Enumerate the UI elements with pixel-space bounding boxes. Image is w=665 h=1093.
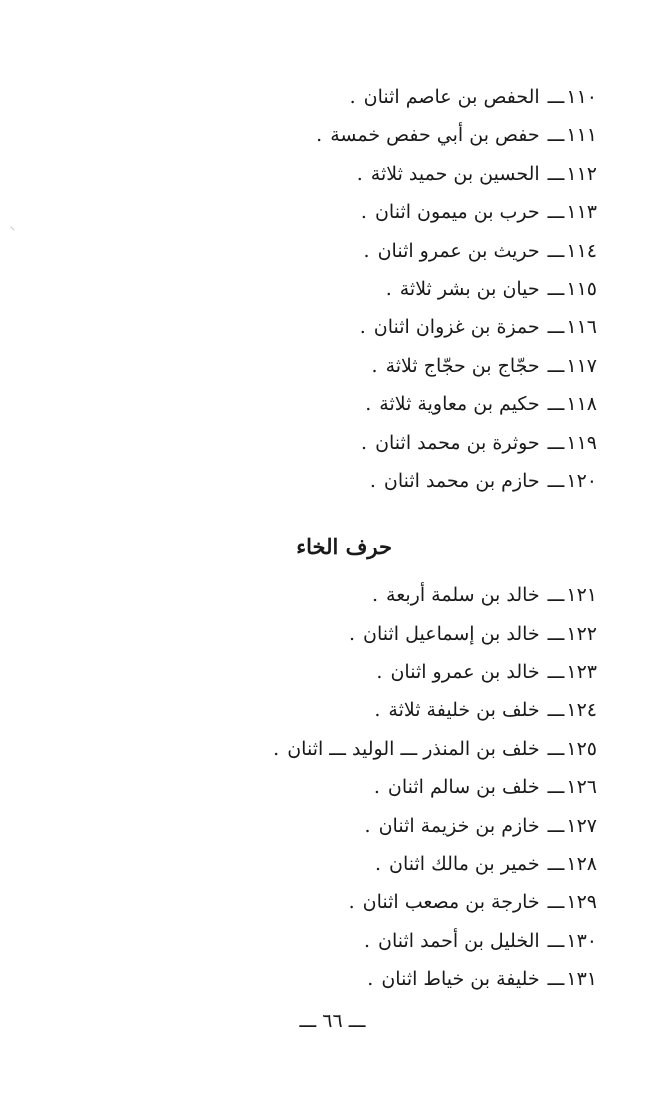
entry-dash: ـــ xyxy=(547,891,565,914)
entry-row xyxy=(177,691,597,729)
entry-row xyxy=(177,424,597,462)
entry-dash: ـــ xyxy=(547,814,565,837)
entry-number: ١١٠ xyxy=(566,86,597,108)
entry-number: ١٣١ xyxy=(566,968,597,991)
entry-row xyxy=(177,768,597,806)
entry-period: . xyxy=(365,393,372,416)
entry-dash: ـــ xyxy=(547,469,565,492)
entry-number: ١٢١ xyxy=(566,584,597,607)
entry-row xyxy=(177,960,597,998)
entry-text: خلف بن خليفة ثلاثة xyxy=(388,699,540,722)
entry-number: ١١٨ xyxy=(566,393,597,416)
entry-text: حجّاج بن حجّاج ثلاثة xyxy=(385,354,540,377)
entry-text: حفص بن أبي حفص خمسة xyxy=(330,124,540,147)
entry-period: . xyxy=(359,316,366,339)
entry-dash: ـــ xyxy=(547,929,565,952)
entry-dash: ـــ xyxy=(547,699,565,722)
entry-number: ١١٧ xyxy=(566,354,597,377)
entry-text: حازم بن محمد اثنان xyxy=(383,469,540,492)
entry-text: خلف بن المنذر ـــ الوليد ـــ اثنان xyxy=(287,737,540,760)
entry-period: . xyxy=(371,354,378,377)
entry-number: ١١٦ xyxy=(566,316,597,339)
entry-row xyxy=(177,193,597,231)
page-number: ـــ ٦٦ ـــ xyxy=(299,1010,366,1032)
entry-number: ١١٩ xyxy=(566,431,597,454)
entry-row xyxy=(177,807,597,845)
entry-row xyxy=(177,922,597,960)
entry-period: . xyxy=(369,469,376,492)
entry-row xyxy=(177,270,597,308)
entry-number: ١١١ xyxy=(566,124,597,147)
entry-row xyxy=(177,576,597,614)
entry-number: ١٢٧ xyxy=(566,814,597,837)
list-haa-entries xyxy=(177,78,597,500)
entry-dash: ـــ xyxy=(547,622,565,645)
entry-dash: ـــ xyxy=(547,431,565,454)
entry-text: حوثرة بن محمد اثنان xyxy=(375,431,540,454)
entry-dash: ـــ xyxy=(547,124,565,147)
entry-text: الحفص بن عاصم اثنان xyxy=(363,86,540,108)
entry-dash: ـــ xyxy=(547,393,565,416)
entry-text: حريث بن عمرو اثنان xyxy=(377,239,540,262)
entry-row xyxy=(177,308,597,346)
entry-dash: ـــ xyxy=(547,162,565,185)
entry-period: . xyxy=(374,699,381,722)
entry-number: ١١٤ xyxy=(566,239,597,262)
entry-period: . xyxy=(367,968,374,991)
entry-number: ١٢٥ xyxy=(566,737,597,760)
entry-number: ١٢٨ xyxy=(566,853,597,876)
entry-dash: ـــ xyxy=(547,737,565,760)
entry-row xyxy=(177,155,597,193)
entry-row xyxy=(177,730,597,768)
entry-dash: ـــ xyxy=(547,86,565,108)
entry-number: ١٢٦ xyxy=(566,776,597,799)
list-khaa-entries xyxy=(177,576,597,998)
entry-period: . xyxy=(361,431,368,454)
entry-row xyxy=(177,615,597,653)
entry-period: . xyxy=(363,239,370,262)
entry-text: حرب بن ميمون اثنان xyxy=(374,201,540,224)
entry-row xyxy=(177,78,597,116)
entry-row xyxy=(177,845,597,883)
entry-dash: ـــ xyxy=(547,277,565,300)
entry-period: . xyxy=(385,277,392,300)
entry-period: . xyxy=(371,584,379,607)
entry-text: حمزة بن غزوان اثنان xyxy=(373,316,540,339)
entry-period: . xyxy=(363,929,371,952)
entry-dash: ـــ xyxy=(547,661,565,684)
entry-number: ١١٥ xyxy=(566,277,597,300)
entry-dash: ـــ xyxy=(547,201,565,224)
entry-dash: ـــ xyxy=(547,968,565,991)
entries-column xyxy=(177,78,597,999)
entry-period: . xyxy=(360,201,367,224)
entry-period: . xyxy=(349,86,356,108)
entry-row xyxy=(177,653,597,691)
entry-text: الخليل بن أحمد اثنان xyxy=(378,929,540,952)
entry-dash: ـــ xyxy=(547,853,565,876)
entry-period: . xyxy=(376,661,383,684)
entry-text: الحسين بن حميد ثلاثة xyxy=(370,162,540,185)
entry-number: ١١٣ xyxy=(566,201,597,224)
entry-text: خمير بن مالك اثنان xyxy=(389,853,540,876)
entry-dash: ـــ xyxy=(547,354,565,377)
entry-dash: ـــ xyxy=(547,316,565,339)
entry-period: . xyxy=(348,622,356,645)
entry-dash: ـــ xyxy=(547,239,565,262)
entry-row xyxy=(177,385,597,423)
entry-period: . xyxy=(356,162,363,185)
entry-row xyxy=(177,347,597,385)
entry-text: خالد بن عمرو اثنان xyxy=(390,661,540,684)
entry-text: خارجة بن مصعب اثنان xyxy=(362,891,540,914)
entry-text: خالد بن سلمة أربعة xyxy=(386,584,540,607)
entry-number: ١٢٠ xyxy=(566,469,597,492)
entry-number: ١٢٤ xyxy=(566,699,597,722)
entry-text: حيان بن بشر ثلاثة xyxy=(399,277,540,300)
scan-speck xyxy=(10,226,14,230)
entry-text: خلف بن سالم اثنان xyxy=(387,776,540,799)
entry-number: ١١٢ xyxy=(566,162,597,185)
section-heading-khaa: حرف الخاء xyxy=(296,534,392,560)
entry-text: خالد بن إسماعيل اثنان xyxy=(363,622,540,645)
entry-period: . xyxy=(273,737,280,760)
entry-row xyxy=(177,883,597,921)
entry-row xyxy=(177,232,597,270)
entry-period: . xyxy=(316,124,323,147)
entry-number: ١٢٢ xyxy=(566,622,597,645)
entry-text: خليفة بن خياط اثنان xyxy=(381,968,540,991)
entry-text: خازم بن خزيمة اثنان xyxy=(378,814,540,837)
entry-period: . xyxy=(348,891,355,914)
entry-number: ١٢٣ xyxy=(566,661,597,684)
entry-row xyxy=(177,462,597,500)
entry-number: ١٢٩ xyxy=(566,891,597,914)
entry-text: حكيم بن معاوية ثلاثة xyxy=(379,393,540,416)
entry-period: . xyxy=(364,814,371,837)
entry-number: ١٣٠ xyxy=(566,929,597,952)
entry-row xyxy=(177,116,597,154)
entry-period: . xyxy=(374,853,382,876)
entry-dash: ـــ xyxy=(547,584,565,607)
entry-dash: ـــ xyxy=(547,776,565,799)
entry-period: . xyxy=(373,776,380,799)
